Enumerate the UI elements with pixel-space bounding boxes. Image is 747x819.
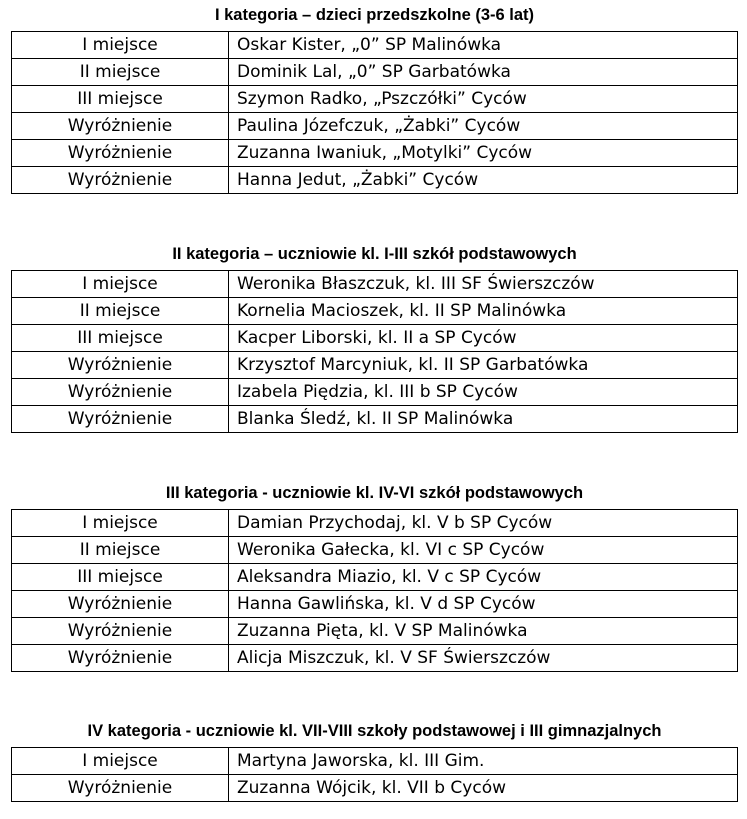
winner-cell: Aleksandra Miazio, kl. V c SP Cyców <box>229 564 738 591</box>
table-row <box>12 59 738 86</box>
winner-cell: Paulina Józefczuk, „Żabki” Cyców <box>229 113 738 140</box>
place-cell: Wyróżnienie <box>12 591 229 618</box>
table-row <box>12 618 738 645</box>
table-row <box>12 591 738 618</box>
place-cell: II miejsce <box>12 59 229 86</box>
table-row <box>12 748 738 775</box>
table-row <box>12 298 738 325</box>
category-4-title: IV kategoria - uczniowie kl. VII-VIII szkoły podstawowej i III gimnazjalnych <box>87 722 662 740</box>
winner-cell: Blanka Śledź, kl. II SP Malinówka <box>229 406 738 433</box>
place-cell: Wyróżnienie <box>12 352 229 379</box>
category-1-results-table <box>11 31 738 194</box>
place-cell: Wyróżnienie <box>12 645 229 672</box>
category-1-section <box>11 2 738 194</box>
winner-cell: Szymon Radko, „Pszczółki” Cyców <box>229 86 738 113</box>
table-row <box>12 352 738 379</box>
place-cell: I miejsce <box>12 748 229 775</box>
category-2-results-table <box>11 270 738 433</box>
winner-cell: Hanna Gawlińska, kl. V d SP Cyców <box>229 591 738 618</box>
place-cell: I miejsce <box>12 510 229 537</box>
place-cell: III miejsce <box>12 564 229 591</box>
table-row <box>12 406 738 433</box>
winner-cell: Alicja Miszczuk, kl. V SF Świerszczów <box>229 645 738 672</box>
winner-cell: Weronika Błaszczuk, kl. III SF Świerszczów <box>229 271 738 298</box>
place-cell: Wyróżnienie <box>12 618 229 645</box>
winner-cell: Hanna Jedut, „Żabki” Cyców <box>229 167 738 194</box>
place-cell: Wyróżnienie <box>12 140 229 167</box>
table-row <box>12 113 738 140</box>
category-3-title: III kategoria - uczniowie kl. IV-VI szkół podstawowych <box>165 484 584 502</box>
place-cell: Wyróżnienie <box>12 406 229 433</box>
table-row <box>12 271 738 298</box>
table-row <box>12 140 738 167</box>
category-1-title: I kategoria – dzieci przedszkolne (3-6 lat) <box>214 6 535 24</box>
table-row <box>12 537 738 564</box>
place-cell: I miejsce <box>12 271 229 298</box>
category-4-section <box>11 718 738 802</box>
winner-cell: Martyna Jaworska, kl. III Gim. <box>229 748 738 775</box>
winner-cell: Zuzanna Wójcik, kl. VII b Cyców <box>229 775 738 802</box>
winner-cell: Izabela Piędzia, kl. III b SP Cyców <box>229 379 738 406</box>
category-4-results-table <box>11 747 738 802</box>
table-row <box>12 775 738 802</box>
winner-cell: Dominik Lal, „0” SP Garbatówka <box>229 59 738 86</box>
winner-cell: Damian Przychodaj, kl. V b SP Cyców <box>229 510 738 537</box>
table-row <box>12 564 738 591</box>
place-cell: II miejsce <box>12 298 229 325</box>
table-row <box>12 325 738 352</box>
category-3-section <box>11 480 738 672</box>
winner-cell: Kacper Liborski, kl. II a SP Cyców <box>229 325 738 352</box>
table-row <box>12 645 738 672</box>
place-cell: II miejsce <box>12 537 229 564</box>
winner-cell: Oskar Kister, „0” SP Malinówka <box>229 32 738 59</box>
table-row <box>12 379 738 406</box>
table-row <box>12 510 738 537</box>
place-cell: Wyróżnienie <box>12 379 229 406</box>
place-cell: Wyróżnienie <box>12 775 229 802</box>
category-2-section <box>11 241 738 433</box>
place-cell: III miejsce <box>12 325 229 352</box>
table-row <box>12 32 738 59</box>
place-cell: Wyróżnienie <box>12 113 229 140</box>
table-row <box>12 167 738 194</box>
category-2-title: II kategoria – uczniowie kl. I-III szkół podstawowych <box>172 245 577 263</box>
place-cell: Wyróżnienie <box>12 167 229 194</box>
place-cell: III miejsce <box>12 86 229 113</box>
winner-cell: Zuzanna Pięta, kl. V SP Malinówka <box>229 618 738 645</box>
category-3-results-table <box>11 509 738 672</box>
winner-cell: Kornelia Macioszek, kl. II SP Malinówka <box>229 298 738 325</box>
place-cell: I miejsce <box>12 32 229 59</box>
table-row <box>12 86 738 113</box>
winner-cell: Krzysztof Marcyniuk, kl. II SP Garbatówka <box>229 352 738 379</box>
winner-cell: Weronika Gałecka, kl. VI c SP Cyców <box>229 537 738 564</box>
winner-cell: Zuzanna Iwaniuk, „Motylki” Cyców <box>229 140 738 167</box>
